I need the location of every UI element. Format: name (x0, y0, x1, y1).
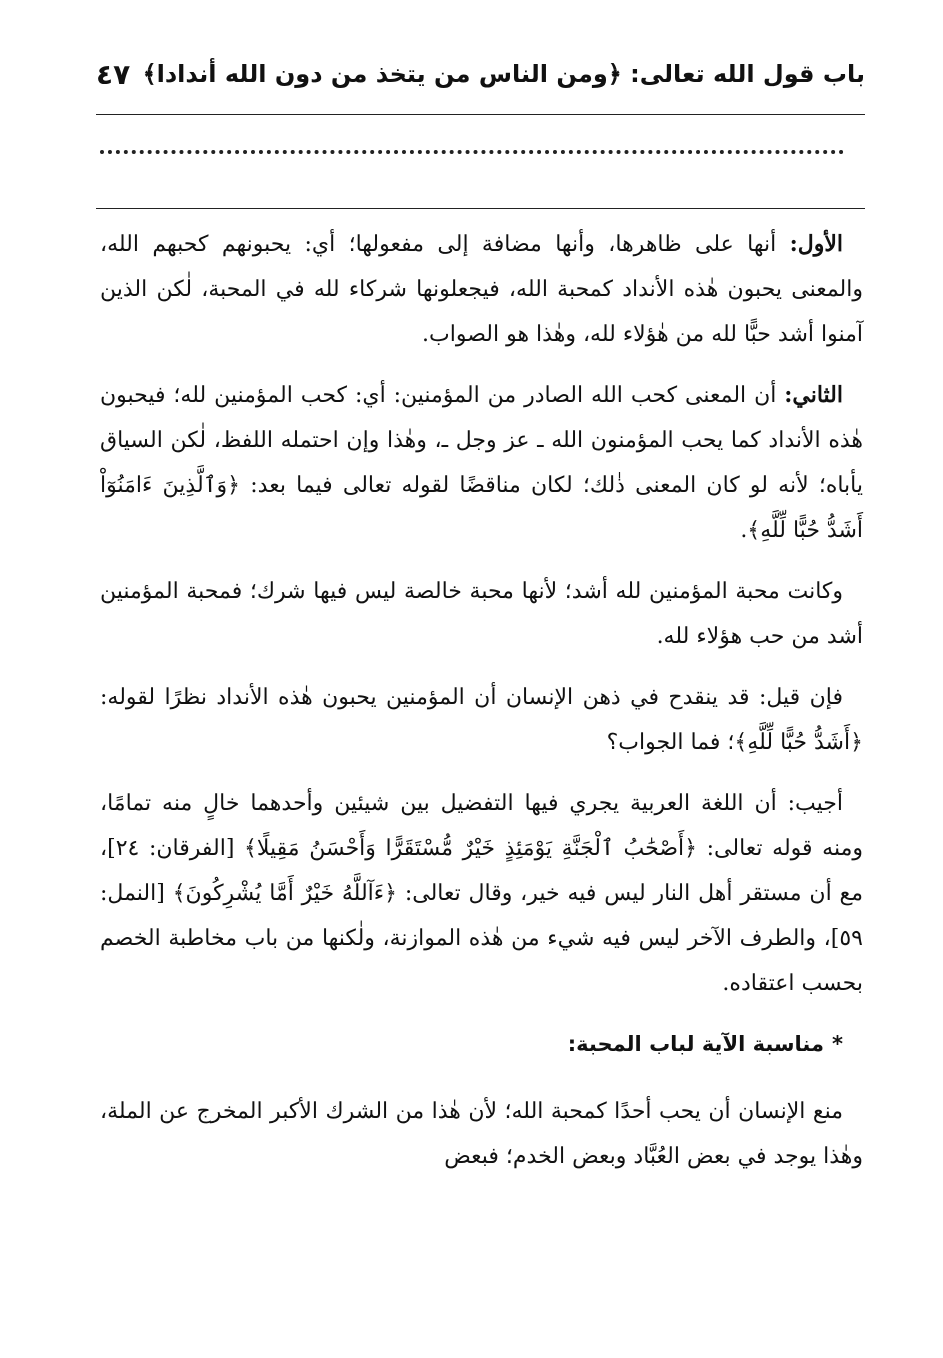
running-header (96, 52, 865, 96)
star-bullet: * (832, 1032, 843, 1056)
header-rule (96, 114, 865, 115)
section-rule (96, 208, 865, 209)
paragraph-text: أجيب: أن اللغة العربية يجري فيها التفضيل بين شيئين وأحدهما خالٍ منه تمامًا، ومنه قوله تعالى: ﴿أَصْحَٰبُ ٱلْجَنَّةِ يَوْمَئِذٍ خَيْرٌ مُّسْتَقَرًّا وَأَحْسَنُ مَقِيلًا﴾ [الفرقان: ٢٤]، مع أن مستقر أهل النار ليس فيه خير، وقال تعالى: ﴿ءَآللَّهُ خَيْرٌ أَمَّا يُشْرِكُونَ﴾ [النمل: ٥٩]، والطرف الآخر ليس فيه شيء من هٰذه الموازنة، ولٰكنها من باب مخاطبة الخصم بحسب اعتقاده. (100, 791, 863, 996)
paragraph-text: أن المعنى كحب الله الصادر من المؤمنين: أي: كحب المؤمنين لله؛ فيحبون هٰذه الأنداد كما يحب المؤمنون الله ـ عز وجل ـ، وهٰذا وإن احتمله اللفظ، لٰكن السياق يأباه؛ لأنه لو كان المعنى ذٰلك؛ لكان مناقضًا لقوله تعالى فيما بعد: ﴿وَٱلَّذِينَ ءَامَنُوٓاْ أَشَدُّ حُبًّا لِّلَّهِ﴾. (100, 383, 863, 543)
paragraph-text: وكانت محبة المؤمنين لله أشد؛ لأنها محبة خالصة ليس فيها شرك؛ فمحبة المؤمنين أشد من حب هؤلاء لله. (100, 579, 863, 649)
paragraph-believers-love (100, 569, 863, 659)
paragraph-first-meaning (100, 222, 863, 357)
paragraph-question (100, 675, 863, 765)
page-body (100, 222, 863, 1195)
dotted-separator (100, 150, 844, 154)
paragraph-text: أنها على ظاهرها، وأنها مضافة إلى مفعولها؛ أي: يحبونهم كحبهم الله، والمعنى يحبون هٰذه الأنداد كمحبة الله، فيجعلونها شركاء لله في المحبة، لٰكن الذين آمنوا أشد حبًّا لله من هٰؤلاء لله، وهٰذا هو الصواب. (100, 232, 863, 347)
paragraph-closing (100, 1089, 863, 1179)
paragraph-answer (100, 781, 863, 1006)
chapter-title: باب قول الله تعالى: ﴿ومن الناس من يتخذ من دون الله أندادا﴾ (142, 60, 865, 88)
paragraph-lead: الأول: (789, 231, 843, 257)
paragraph-lead: الثاني: (784, 382, 843, 408)
section-heading-text: مناسبة الآية لباب المحبة: (567, 1032, 825, 1056)
paragraph-second-meaning (100, 373, 863, 553)
section-heading (100, 1022, 863, 1067)
page-number: ٤٧ (96, 57, 131, 91)
paragraph-text: منع الإنسان أن يحب أحدًا كمحبة الله؛ لأن هٰذا من الشرك الأكبر المخرج عن الملة، وهٰذا يوجد في بعض العُبَّاد وبعض الخدم؛ فبعض (100, 1099, 863, 1169)
paragraph-text: فإن قيل: قد ينقدح في ذهن الإنسان أن المؤمنين يحبون هٰذه الأنداد نظرًا لقوله: ﴿أَشَدُّ حُبًّا لِّلَّهِ﴾؛ فما الجواب؟ (100, 685, 863, 755)
